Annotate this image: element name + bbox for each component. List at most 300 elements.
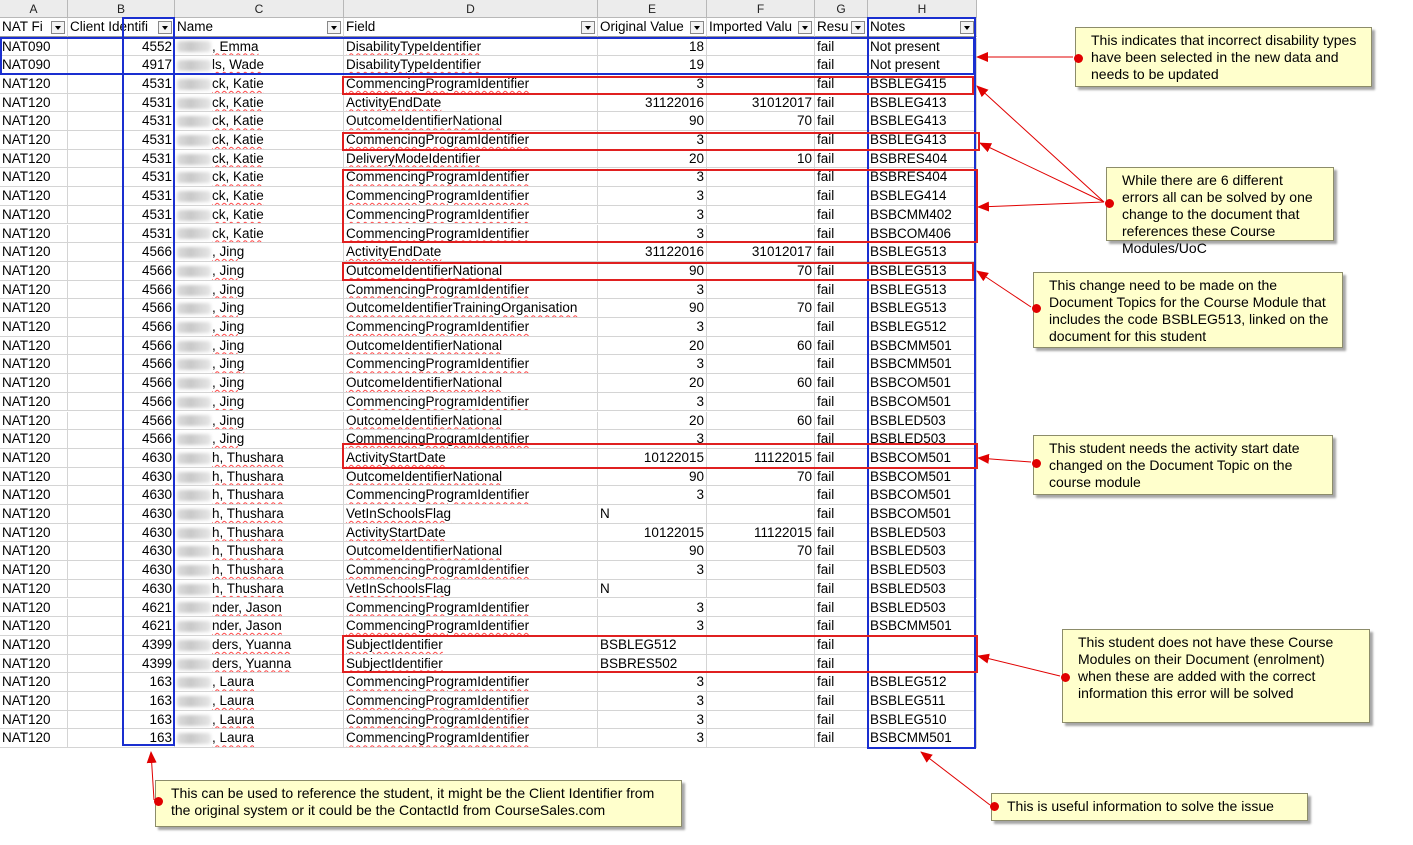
cell-notes[interactable] — [868, 150, 977, 169]
cell-result[interactable] — [815, 468, 868, 487]
cell-imported-value[interactable] — [707, 38, 815, 57]
cell-result[interactable] — [815, 655, 868, 674]
cell-client-identifier[interactable] — [68, 94, 175, 113]
cell-field[interactable] — [344, 112, 598, 131]
cell-field[interactable] — [344, 636, 598, 655]
cell-name[interactable] — [175, 168, 344, 187]
cell-nat-file[interactable] — [0, 486, 68, 505]
cell-imported-value[interactable] — [707, 56, 815, 75]
cell-original-value[interactable] — [598, 299, 707, 318]
cell-result[interactable] — [815, 374, 868, 393]
cell-result[interactable] — [815, 599, 868, 618]
cell-client-identifier[interactable] — [68, 56, 175, 75]
cell-nat-file[interactable] — [0, 262, 68, 281]
cell-client-identifier[interactable] — [68, 599, 175, 618]
cell-original-value[interactable] — [598, 673, 707, 692]
cell-result[interactable] — [815, 393, 868, 412]
cell-name[interactable] — [175, 56, 344, 75]
cell-original-value[interactable] — [598, 337, 707, 356]
cell-original-value[interactable] — [598, 187, 707, 206]
cell-result[interactable] — [815, 412, 868, 431]
cell-name[interactable] — [175, 94, 344, 113]
cell-client-identifier[interactable] — [68, 75, 175, 94]
cell-result[interactable] — [815, 75, 868, 94]
cell-imported-value[interactable] — [707, 580, 815, 599]
cell-name[interactable] — [175, 337, 344, 356]
cell-name[interactable] — [175, 561, 344, 580]
cell-original-value[interactable] — [598, 524, 707, 543]
cell-original-value[interactable] — [598, 281, 707, 300]
cell-result[interactable] — [815, 505, 868, 524]
cell-notes[interactable] — [868, 75, 977, 94]
column-letter-f[interactable]: F — [707, 0, 815, 18]
cell-original-value[interactable] — [598, 412, 707, 431]
cell-result[interactable] — [815, 206, 868, 225]
cell-nat-file[interactable] — [0, 542, 68, 561]
cell-field[interactable] — [344, 486, 598, 505]
cell-result[interactable] — [815, 486, 868, 505]
cell-notes[interactable] — [868, 374, 977, 393]
cell-name[interactable] — [175, 617, 344, 636]
cell-imported-value[interactable] — [707, 599, 815, 618]
cell-original-value[interactable] — [598, 374, 707, 393]
cell-nat-file[interactable] — [0, 430, 68, 449]
cell-original-value[interactable] — [598, 449, 707, 468]
cell-notes[interactable] — [868, 337, 977, 356]
filter-dropdown-icon[interactable] — [851, 21, 865, 34]
cell-imported-value[interactable] — [707, 150, 815, 169]
cell-name[interactable] — [175, 374, 344, 393]
cell-original-value[interactable] — [598, 430, 707, 449]
cell-original-value[interactable] — [598, 655, 707, 674]
cell-nat-file[interactable] — [0, 505, 68, 524]
cell-nat-file[interactable] — [0, 692, 68, 711]
cell-field[interactable] — [344, 225, 598, 244]
cell-name[interactable] — [175, 542, 344, 561]
cell-original-value[interactable] — [598, 542, 707, 561]
column-letter-c[interactable]: C — [175, 0, 344, 18]
cell-original-value[interactable] — [598, 729, 707, 748]
cell-field[interactable] — [344, 542, 598, 561]
cell-name[interactable] — [175, 468, 344, 487]
cell-field[interactable] — [344, 243, 598, 262]
cell-notes[interactable] — [868, 599, 977, 618]
cell-field[interactable] — [344, 355, 598, 374]
cell-notes[interactable] — [868, 355, 977, 374]
cell-client-identifier[interactable] — [68, 374, 175, 393]
cell-imported-value[interactable] — [707, 542, 815, 561]
cell-original-value[interactable] — [598, 505, 707, 524]
cell-client-identifier[interactable] — [68, 673, 175, 692]
cell-nat-file[interactable] — [0, 281, 68, 300]
cell-notes[interactable] — [868, 711, 977, 730]
cell-imported-value[interactable] — [707, 729, 815, 748]
cell-original-value[interactable] — [598, 225, 707, 244]
cell-original-value[interactable] — [598, 468, 707, 487]
cell-notes[interactable] — [868, 524, 977, 543]
cell-notes[interactable] — [868, 56, 977, 75]
cell-field[interactable] — [344, 38, 598, 57]
cell-nat-file[interactable] — [0, 187, 68, 206]
cell-nat-file[interactable] — [0, 150, 68, 169]
cell-original-value[interactable] — [598, 112, 707, 131]
cell-nat-file[interactable] — [0, 711, 68, 730]
cell-field[interactable] — [344, 729, 598, 748]
cell-notes[interactable] — [868, 580, 977, 599]
cell-client-identifier[interactable] — [68, 486, 175, 505]
cell-imported-value[interactable] — [707, 655, 815, 674]
cell-original-value[interactable] — [598, 150, 707, 169]
cell-client-identifier[interactable] — [68, 412, 175, 431]
cell-client-identifier[interactable] — [68, 299, 175, 318]
cell-notes[interactable] — [868, 430, 977, 449]
cell-name[interactable] — [175, 281, 344, 300]
cell-name[interactable] — [175, 599, 344, 618]
filter-dropdown-icon[interactable] — [798, 21, 812, 34]
cell-imported-value[interactable] — [707, 617, 815, 636]
cell-name[interactable] — [175, 38, 344, 57]
column-letter-a[interactable]: A — [0, 0, 68, 18]
cell-notes[interactable] — [868, 542, 977, 561]
cell-field[interactable] — [344, 430, 598, 449]
cell-result[interactable] — [815, 449, 868, 468]
cell-name[interactable] — [175, 524, 344, 543]
cell-client-identifier[interactable] — [68, 281, 175, 300]
cell-field[interactable] — [344, 150, 598, 169]
cell-imported-value[interactable] — [707, 412, 815, 431]
cell-field[interactable] — [344, 168, 598, 187]
cell-imported-value[interactable] — [707, 561, 815, 580]
cell-original-value[interactable] — [598, 56, 707, 75]
cell-original-value[interactable] — [598, 486, 707, 505]
cell-nat-file[interactable] — [0, 299, 68, 318]
cell-original-value[interactable] — [598, 692, 707, 711]
cell-imported-value[interactable] — [707, 337, 815, 356]
cell-client-identifier[interactable] — [68, 112, 175, 131]
cell-client-identifier[interactable] — [68, 617, 175, 636]
cell-result[interactable] — [815, 617, 868, 636]
cell-nat-file[interactable] — [0, 131, 68, 150]
cell-original-value[interactable] — [598, 561, 707, 580]
cell-imported-value[interactable] — [707, 355, 815, 374]
cell-nat-file[interactable] — [0, 206, 68, 225]
cell-result[interactable] — [815, 561, 868, 580]
cell-imported-value[interactable] — [707, 524, 815, 543]
cell-original-value[interactable] — [598, 262, 707, 281]
cell-nat-file[interactable] — [0, 673, 68, 692]
cell-nat-file[interactable] — [0, 355, 68, 374]
cell-nat-file[interactable] — [0, 617, 68, 636]
cell-imported-value[interactable] — [707, 225, 815, 244]
filter-dropdown-icon[interactable] — [158, 21, 172, 34]
cell-notes[interactable] — [868, 505, 977, 524]
cell-field[interactable] — [344, 206, 598, 225]
cell-name[interactable] — [175, 206, 344, 225]
cell-nat-file[interactable] — [0, 393, 68, 412]
cell-notes[interactable] — [868, 449, 977, 468]
cell-result[interactable] — [815, 94, 868, 113]
cell-original-value[interactable] — [598, 711, 707, 730]
cell-imported-value[interactable] — [707, 112, 815, 131]
cell-notes[interactable] — [868, 131, 977, 150]
cell-imported-value[interactable] — [707, 430, 815, 449]
cell-imported-value[interactable] — [707, 449, 815, 468]
cell-imported-value[interactable] — [707, 636, 815, 655]
cell-name[interactable] — [175, 243, 344, 262]
cell-original-value[interactable] — [598, 206, 707, 225]
cell-name[interactable] — [175, 692, 344, 711]
cell-result[interactable] — [815, 542, 868, 561]
cell-client-identifier[interactable] — [68, 225, 175, 244]
cell-imported-value[interactable] — [707, 94, 815, 113]
cell-notes[interactable] — [868, 617, 977, 636]
cell-client-identifier[interactable] — [68, 655, 175, 674]
cell-nat-file[interactable] — [0, 374, 68, 393]
cell-nat-file[interactable] — [0, 580, 68, 599]
cell-imported-value[interactable] — [707, 281, 815, 300]
filter-dropdown-icon[interactable] — [581, 21, 595, 34]
cell-notes[interactable] — [868, 655, 977, 674]
cell-name[interactable] — [175, 112, 344, 131]
cell-original-value[interactable] — [598, 168, 707, 187]
cell-result[interactable] — [815, 56, 868, 75]
cell-name[interactable] — [175, 580, 344, 599]
cell-original-value[interactable] — [598, 94, 707, 113]
cell-notes[interactable] — [868, 187, 977, 206]
cell-result[interactable] — [815, 337, 868, 356]
cell-result[interactable] — [815, 524, 868, 543]
cell-original-value[interactable] — [598, 243, 707, 262]
cell-client-identifier[interactable] — [68, 542, 175, 561]
cell-result[interactable] — [815, 281, 868, 300]
cell-notes[interactable] — [868, 281, 977, 300]
cell-client-identifier[interactable] — [68, 337, 175, 356]
cell-result[interactable] — [815, 168, 868, 187]
cell-nat-file[interactable] — [0, 468, 68, 487]
cell-result[interactable] — [815, 262, 868, 281]
cell-imported-value[interactable] — [707, 187, 815, 206]
column-letter-d[interactable]: D — [344, 0, 598, 18]
cell-client-identifier[interactable] — [68, 430, 175, 449]
cell-name[interactable] — [175, 393, 344, 412]
cell-nat-file[interactable] — [0, 599, 68, 618]
cell-notes[interactable] — [868, 206, 977, 225]
cell-notes[interactable] — [868, 262, 977, 281]
cell-name[interactable] — [175, 150, 344, 169]
cell-nat-file[interactable] — [0, 524, 68, 543]
cell-client-identifier[interactable] — [68, 468, 175, 487]
cell-imported-value[interactable] — [707, 374, 815, 393]
cell-imported-value[interactable] — [707, 318, 815, 337]
cell-result[interactable] — [815, 225, 868, 244]
cell-name[interactable] — [175, 673, 344, 692]
cell-name[interactable] — [175, 355, 344, 374]
cell-name[interactable] — [175, 318, 344, 337]
cell-name[interactable] — [175, 131, 344, 150]
cell-nat-file[interactable] — [0, 655, 68, 674]
cell-client-identifier[interactable] — [68, 692, 175, 711]
cell-nat-file[interactable] — [0, 449, 68, 468]
cell-field[interactable] — [344, 711, 598, 730]
cell-field[interactable] — [344, 412, 598, 431]
cell-notes[interactable] — [868, 468, 977, 487]
cell-result[interactable] — [815, 131, 868, 150]
cell-imported-value[interactable] — [707, 711, 815, 730]
cell-nat-file[interactable] — [0, 168, 68, 187]
cell-result[interactable] — [815, 673, 868, 692]
cell-result[interactable] — [815, 692, 868, 711]
cell-field[interactable] — [344, 449, 598, 468]
cell-imported-value[interactable] — [707, 692, 815, 711]
cell-field[interactable] — [344, 599, 598, 618]
cell-notes[interactable] — [868, 243, 977, 262]
cell-result[interactable] — [815, 38, 868, 57]
cell-client-identifier[interactable] — [68, 505, 175, 524]
cell-field[interactable] — [344, 281, 598, 300]
cell-field[interactable] — [344, 75, 598, 94]
cell-imported-value[interactable] — [707, 206, 815, 225]
cell-field[interactable] — [344, 318, 598, 337]
cell-nat-file[interactable] — [0, 38, 68, 57]
cell-nat-file[interactable] — [0, 318, 68, 337]
cell-client-identifier[interactable] — [68, 243, 175, 262]
cell-notes[interactable] — [868, 692, 977, 711]
cell-notes[interactable] — [868, 299, 977, 318]
cell-notes[interactable] — [868, 673, 977, 692]
cell-result[interactable] — [815, 636, 868, 655]
column-letter-e[interactable]: E — [598, 0, 707, 18]
cell-field[interactable] — [344, 374, 598, 393]
column-letter-b[interactable]: B — [68, 0, 175, 18]
cell-original-value[interactable] — [598, 393, 707, 412]
cell-imported-value[interactable] — [707, 131, 815, 150]
cell-notes[interactable] — [868, 393, 977, 412]
cell-notes[interactable] — [868, 561, 977, 580]
cell-result[interactable] — [815, 580, 868, 599]
cell-imported-value[interactable] — [707, 243, 815, 262]
cell-imported-value[interactable] — [707, 168, 815, 187]
cell-notes[interactable] — [868, 112, 977, 131]
cell-field[interactable] — [344, 524, 598, 543]
cell-notes[interactable] — [868, 38, 977, 57]
cell-name[interactable] — [175, 449, 344, 468]
cell-field[interactable] — [344, 187, 598, 206]
cell-field[interactable] — [344, 468, 598, 487]
cell-nat-file[interactable] — [0, 412, 68, 431]
cell-client-identifier[interactable] — [68, 150, 175, 169]
cell-client-identifier[interactable] — [68, 206, 175, 225]
cell-field[interactable] — [344, 561, 598, 580]
cell-client-identifier[interactable] — [68, 580, 175, 599]
cell-notes[interactable] — [868, 168, 977, 187]
cell-notes[interactable] — [868, 486, 977, 505]
filter-dropdown-icon[interactable] — [327, 21, 341, 34]
column-letter-g[interactable]: G — [815, 0, 868, 18]
cell-client-identifier[interactable] — [68, 524, 175, 543]
cell-name[interactable] — [175, 187, 344, 206]
cell-result[interactable] — [815, 187, 868, 206]
cell-original-value[interactable] — [598, 38, 707, 57]
cell-field[interactable] — [344, 393, 598, 412]
cell-name[interactable] — [175, 711, 344, 730]
cell-original-value[interactable] — [598, 318, 707, 337]
cell-nat-file[interactable] — [0, 225, 68, 244]
cell-result[interactable] — [815, 243, 868, 262]
cell-client-identifier[interactable] — [68, 393, 175, 412]
cell-name[interactable] — [175, 299, 344, 318]
cell-imported-value[interactable] — [707, 75, 815, 94]
cell-field[interactable] — [344, 337, 598, 356]
cell-imported-value[interactable] — [707, 673, 815, 692]
cell-name[interactable] — [175, 75, 344, 94]
cell-original-value[interactable] — [598, 131, 707, 150]
cell-imported-value[interactable] — [707, 262, 815, 281]
cell-client-identifier[interactable] — [68, 262, 175, 281]
filter-dropdown-icon[interactable] — [51, 21, 65, 34]
cell-name[interactable] — [175, 729, 344, 748]
cell-result[interactable] — [815, 299, 868, 318]
cell-client-identifier[interactable] — [68, 561, 175, 580]
cell-name[interactable] — [175, 486, 344, 505]
cell-result[interactable] — [815, 729, 868, 748]
cell-name[interactable] — [175, 412, 344, 431]
cell-field[interactable] — [344, 580, 598, 599]
cell-field[interactable] — [344, 56, 598, 75]
cell-name[interactable] — [175, 505, 344, 524]
cell-client-identifier[interactable] — [68, 711, 175, 730]
cell-client-identifier[interactable] — [68, 449, 175, 468]
cell-result[interactable] — [815, 711, 868, 730]
cell-nat-file[interactable] — [0, 56, 68, 75]
cell-field[interactable] — [344, 262, 598, 281]
cell-name[interactable] — [175, 225, 344, 244]
cell-field[interactable] — [344, 673, 598, 692]
cell-imported-value[interactable] — [707, 505, 815, 524]
cell-nat-file[interactable] — [0, 561, 68, 580]
filter-dropdown-icon[interactable] — [960, 21, 974, 34]
cell-notes[interactable] — [868, 412, 977, 431]
cell-original-value[interactable] — [598, 355, 707, 374]
cell-field[interactable] — [344, 94, 598, 113]
cell-field[interactable] — [344, 131, 598, 150]
cell-client-identifier[interactable] — [68, 131, 175, 150]
filter-dropdown-icon[interactable] — [690, 21, 704, 34]
cell-field[interactable] — [344, 692, 598, 711]
cell-field[interactable] — [344, 655, 598, 674]
cell-nat-file[interactable] — [0, 337, 68, 356]
cell-client-identifier[interactable] — [68, 636, 175, 655]
cell-name[interactable] — [175, 430, 344, 449]
cell-original-value[interactable] — [598, 580, 707, 599]
cell-name[interactable] — [175, 655, 344, 674]
cell-notes[interactable] — [868, 225, 977, 244]
cell-name[interactable] — [175, 262, 344, 281]
cell-field[interactable] — [344, 299, 598, 318]
cell-client-identifier[interactable] — [68, 168, 175, 187]
cell-notes[interactable] — [868, 94, 977, 113]
cell-nat-file[interactable] — [0, 112, 68, 131]
cell-nat-file[interactable] — [0, 729, 68, 748]
cell-result[interactable] — [815, 112, 868, 131]
cell-client-identifier[interactable] — [68, 38, 175, 57]
cell-client-identifier[interactable] — [68, 355, 175, 374]
cell-result[interactable] — [815, 355, 868, 374]
cell-field[interactable] — [344, 617, 598, 636]
cell-imported-value[interactable] — [707, 393, 815, 412]
cell-notes[interactable] — [868, 729, 977, 748]
cell-client-identifier[interactable] — [68, 187, 175, 206]
cell-notes[interactable] — [868, 636, 977, 655]
